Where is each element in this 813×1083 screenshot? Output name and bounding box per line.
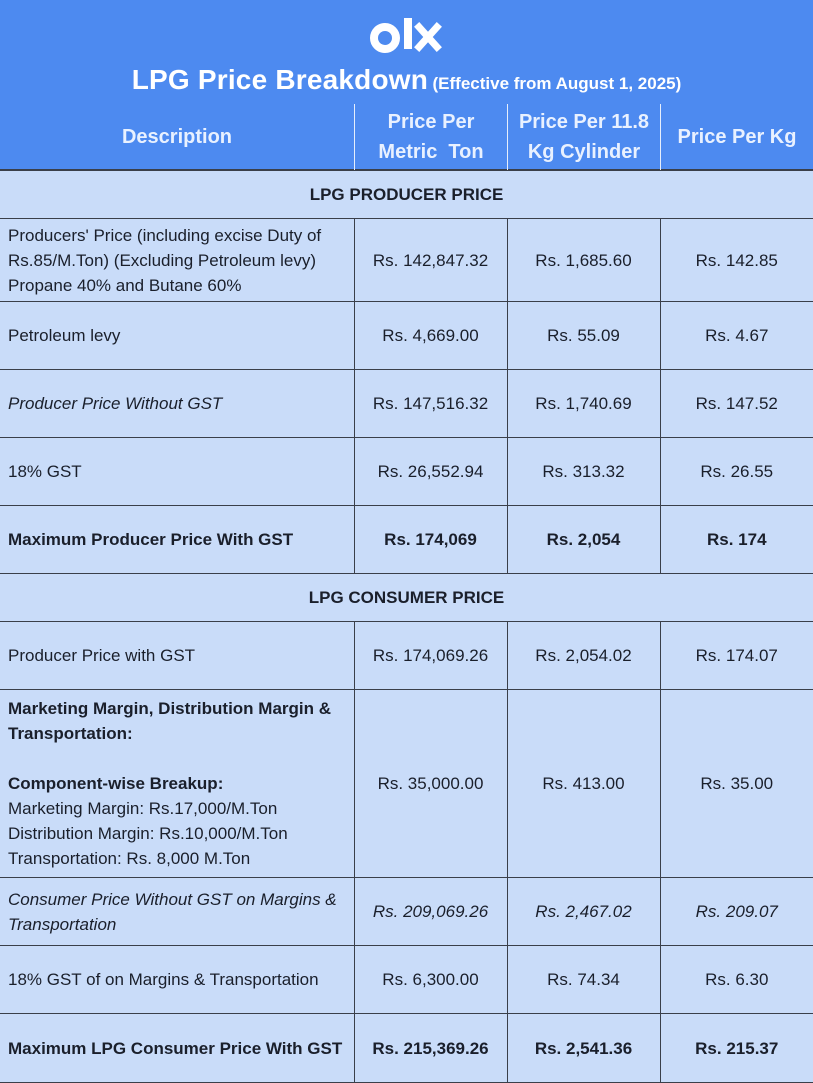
title-main: LPG Price Breakdown [131, 64, 429, 95]
table-row-total [0, 506, 813, 574]
price-per-ton: Rs. 215,369.26 [354, 1014, 507, 1083]
price-per-ton: Rs. 174,069.26 [354, 622, 507, 690]
olx-logo [0, 14, 813, 60]
price-per-ton: Rs. 174,069 [354, 506, 507, 574]
price-per-cylinder: Rs. 2,467.02 [507, 878, 660, 946]
table-row [0, 370, 813, 438]
price-per-kg: Rs. 209.07 [660, 878, 813, 946]
row-description: Maximum LPG Consumer Price With GST [0, 1014, 354, 1083]
spacer [8, 746, 348, 771]
row-description [0, 690, 354, 878]
row-description: 18% GST of on Margins & Transportation [0, 946, 354, 1014]
column-header-per-ton-line1: Price Per [387, 111, 475, 133]
breakup-distribution: Distribution Margin: Rs.10,000/M.Ton [8, 824, 288, 843]
price-per-cylinder: Rs. 1,740.69 [507, 370, 660, 438]
price-per-cylinder: Rs. 1,685.60 [507, 219, 660, 302]
price-per-kg: Rs. 147.52 [660, 370, 813, 438]
price-per-cylinder: Rs. 55.09 [507, 302, 660, 370]
olx-logo-icon [369, 14, 445, 60]
price-per-ton: Rs. 35,000.00 [354, 690, 507, 878]
price-per-kg: Rs. 4.67 [660, 302, 813, 370]
breakup-heading: Component-wise Breakup: [8, 774, 224, 793]
section-row-consumer [0, 574, 813, 622]
column-header-per-kg-label: Price Per Kg [677, 126, 797, 148]
table-header [0, 0, 813, 170]
column-header-per-ton-line2: Metric Ton [378, 141, 484, 163]
column-header-per-ton [354, 104, 507, 170]
price-per-kg: Rs. 174 [660, 506, 813, 574]
table-row [0, 219, 813, 302]
row-description: Producer Price Without GST [0, 370, 354, 438]
row-description: Petroleum levy [0, 302, 354, 370]
price-per-kg: Rs. 6.30 [660, 946, 813, 1014]
column-header-per-cylinder-line1: Price Per 11.8 [518, 111, 650, 133]
column-header-per-cylinder [507, 104, 660, 170]
price-per-ton: Rs. 142,847.32 [354, 219, 507, 302]
table-row [0, 878, 813, 946]
price-per-ton: Rs. 26,552.94 [354, 438, 507, 506]
table-row [0, 302, 813, 370]
price-per-cylinder: Rs. 2,541.36 [507, 1014, 660, 1083]
price-per-cylinder: Rs. 2,054 [507, 506, 660, 574]
price-per-kg: Rs. 26.55 [660, 438, 813, 506]
section-title-producer: LPG PRODUCER PRICE [0, 171, 813, 219]
section-row-producer [0, 171, 813, 219]
price-per-cylinder: Rs. 413.00 [507, 690, 660, 878]
price-per-cylinder: Rs. 74.34 [507, 946, 660, 1014]
row-description: Consumer Price Without GST on Margins & Transportation [0, 878, 354, 946]
table-row [0, 946, 813, 1014]
price-per-kg: Rs. 35.00 [660, 690, 813, 878]
price-per-ton: Rs. 6,300.00 [354, 946, 507, 1014]
price-per-cylinder: Rs. 2,054.02 [507, 622, 660, 690]
title-effective-date: (Effective from August 1, 2025) [432, 74, 682, 93]
table-row [0, 438, 813, 506]
price-per-ton: Rs. 209,069.26 [354, 878, 507, 946]
price-per-cylinder: Rs. 313.32 [507, 438, 660, 506]
column-header-per-kg [660, 104, 813, 170]
breakup-transportation: Transportation: Rs. 8,000 M.Ton [8, 849, 251, 868]
breakup-marketing: Marketing Margin: Rs.17,000/M.Ton [8, 799, 278, 818]
price-per-kg: Rs. 215.37 [660, 1014, 813, 1083]
page-title [0, 64, 813, 104]
table-row [0, 690, 813, 878]
margins-heading: Marketing Margin, Distribution Margin & Transportation: [8, 699, 332, 743]
price-per-kg: Rs. 174.07 [660, 622, 813, 690]
column-header-per-cylinder-line2: Kg Cylinder [527, 141, 641, 163]
column-header-description [0, 104, 354, 170]
price-per-ton: Rs. 4,669.00 [354, 302, 507, 370]
column-header-description-label: Description [121, 126, 233, 148]
row-description: 18% GST [0, 438, 354, 506]
row-description: Maximum Producer Price With GST [0, 506, 354, 574]
table-row-total [0, 1014, 813, 1083]
table-row [0, 622, 813, 690]
row-description: Producers' Price (including excise Duty of Rs.85/M.Ton) (Excluding Petroleum levy) Propane 40% and Butane 60% [0, 219, 354, 302]
price-per-ton: Rs. 147,516.32 [354, 370, 507, 438]
section-title-consumer: LPG CONSUMER PRICE [0, 574, 813, 622]
price-per-kg: Rs. 142.85 [660, 219, 813, 302]
price-table [0, 170, 813, 1083]
row-description: Producer Price with GST [0, 622, 354, 690]
